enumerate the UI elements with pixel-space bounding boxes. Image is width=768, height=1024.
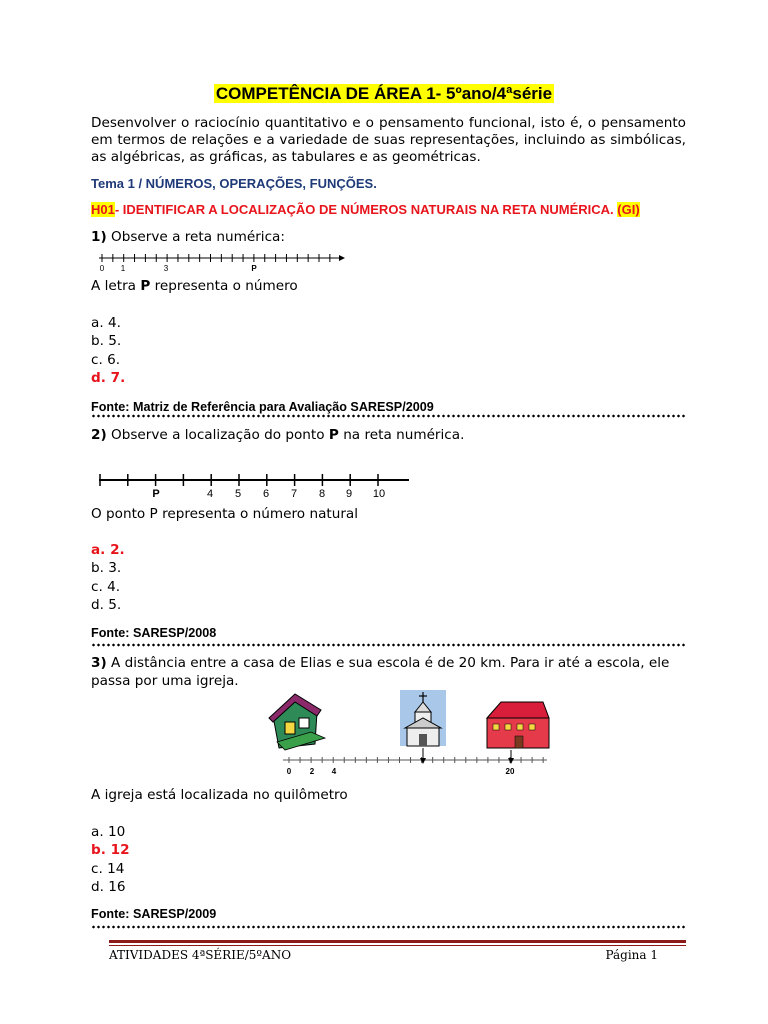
- page-title: [0, 84, 768, 104]
- footer-page-number: Página 1: [605, 948, 658, 962]
- option-text: 2.: [110, 542, 125, 558]
- q3-option-c[interactable]: [91, 860, 130, 878]
- option-letter: c.: [91, 578, 103, 595]
- option-text: 12: [110, 842, 130, 859]
- skill-tag: (GI): [617, 202, 640, 217]
- title-text: COMPETÊNCIA DE ÁREA 1- 5ºano/4ªsérie: [215, 84, 553, 103]
- q2-label-7: 7: [290, 488, 298, 500]
- q2-options: [91, 541, 125, 614]
- q2-prompt-bold: P: [328, 427, 339, 443]
- q3-label-0: 0: [286, 767, 292, 776]
- q3-option-d[interactable]: [91, 878, 130, 896]
- church-icon: [400, 690, 446, 746]
- option-text: 5.: [108, 333, 122, 350]
- q2-label-6: 6: [262, 488, 270, 500]
- q1-label-p: P: [251, 264, 257, 273]
- q2-number: 2): [91, 427, 107, 443]
- house-icon: [269, 694, 325, 750]
- q1-number-line: [95, 250, 347, 276]
- q1-option-d[interactable]: [91, 369, 125, 387]
- q1-options: [91, 314, 125, 387]
- option-letter: b.: [91, 333, 104, 350]
- footer-rule-thin: [109, 945, 686, 946]
- q1-prompt-text: Observe a reta numérica:: [106, 229, 285, 245]
- q3-question: A igreja está localizada no quilômetro: [91, 787, 348, 803]
- option-text: 10: [107, 824, 126, 840]
- option-text: 16: [108, 878, 126, 895]
- q2-source: Fonte: SARESP/2008: [91, 626, 217, 640]
- q3-options: [91, 823, 130, 896]
- option-text: 4.: [107, 578, 121, 595]
- q1-label-1: 1: [120, 264, 126, 273]
- q2-number-line: [96, 470, 412, 502]
- option-letter: d.: [91, 369, 106, 386]
- tema-heading: Tema 1 / NÚMEROS, OPERAÇÕES, FUNÇÕES.: [91, 176, 377, 191]
- q3-prompt-text: A distância entre a casa de Elias e sua escola é de 20 km. Para ir até a escola, ele passa por uma igreja.: [91, 655, 670, 689]
- separator-2: [91, 643, 686, 647]
- q2-prompt-pre: Observe a localização do ponto: [106, 427, 329, 443]
- option-letter: b.: [91, 560, 104, 577]
- separator-3: [91, 925, 686, 929]
- q1-number: 1): [91, 229, 107, 245]
- q2-option-d[interactable]: [91, 596, 125, 614]
- q1-question-post: representa o número: [150, 278, 298, 294]
- q1-arrow-icon: [339, 255, 345, 261]
- q3-school-pointer-arrow: [508, 758, 514, 764]
- skill-heading: [91, 202, 640, 217]
- option-text: 3.: [108, 560, 122, 577]
- q2-question: O ponto P representa o número natural: [91, 506, 359, 522]
- q1-label-3: 3: [163, 264, 169, 273]
- option-letter: a.: [91, 542, 106, 558]
- q2-option-c[interactable]: [91, 578, 125, 596]
- q1-source: Fonte: Matriz de Referência para Avaliação SARESP/2009: [91, 400, 434, 414]
- option-text: 4.: [107, 315, 121, 331]
- footer-left: ATIVIDADES 4ªSÉRIE/5ºANO: [109, 948, 292, 962]
- q3-church-pointer-arrow: [420, 758, 426, 764]
- option-text: 6.: [107, 351, 121, 368]
- footer-rule-thick: [109, 940, 686, 943]
- q2-label-8: 8: [318, 488, 326, 500]
- school-icon: [487, 702, 549, 748]
- skill-code: H01: [91, 202, 115, 217]
- q1-question-pre: A letra: [91, 278, 141, 294]
- q1-question-bold: P: [140, 278, 151, 294]
- skill-text: - IDENTIFICAR A LOCALIZAÇÃO DE NÚMEROS NATURAIS NA RETA NUMÉRICA.: [114, 202, 618, 217]
- q3-option-b[interactable]: [91, 841, 130, 859]
- option-text: 7.: [110, 369, 126, 386]
- q2-label-5: 5: [234, 488, 242, 500]
- q3-illustration: [265, 688, 555, 780]
- q3-label-20: 20: [505, 767, 515, 776]
- q1-question: [91, 278, 298, 294]
- q1-prompt: [91, 229, 285, 245]
- intro-paragraph: Desenvolver o raciocínio quantitativo e o pensamento funcional, isto é, o pensamento em termos de relações e a variedade de suas representações, incluindo as simbólicas, as algébricas, as gráficas, as tabulares e as geométricas.: [91, 115, 686, 165]
- q2-prompt-post: na reta numérica.: [338, 427, 465, 443]
- option-letter: c.: [91, 860, 103, 877]
- q3-label-4: 4: [331, 767, 337, 776]
- q3-number: 3): [91, 655, 107, 671]
- q2-label-10: 10: [372, 488, 386, 500]
- option-letter: c.: [91, 351, 103, 368]
- q3-source: Fonte: SARESP/2009: [91, 907, 217, 921]
- option-letter: b.: [91, 842, 106, 859]
- q2-option-b[interactable]: [91, 559, 125, 577]
- q2-prompt: [91, 427, 464, 443]
- q1-option-c[interactable]: [91, 351, 125, 369]
- option-text: 5.: [108, 596, 122, 613]
- q3-option-a[interactable]: [91, 823, 130, 841]
- q2-label-p: P: [152, 488, 160, 500]
- q1-label-0: 0: [99, 264, 105, 273]
- q3-label-2: 2: [309, 767, 315, 776]
- q3-prompt: [91, 654, 691, 690]
- option-text: 14: [107, 860, 125, 877]
- option-letter: a.: [91, 315, 104, 331]
- q2-label-4: 4: [206, 488, 214, 500]
- q2-option-a[interactable]: [91, 541, 125, 559]
- option-letter: d.: [91, 878, 104, 895]
- q1-option-b[interactable]: [91, 332, 125, 350]
- q2-label-9: 9: [345, 488, 353, 500]
- option-letter: a.: [91, 824, 104, 840]
- q1-option-a[interactable]: [91, 314, 125, 332]
- option-letter: d.: [91, 596, 104, 613]
- separator-1: [91, 414, 686, 418]
